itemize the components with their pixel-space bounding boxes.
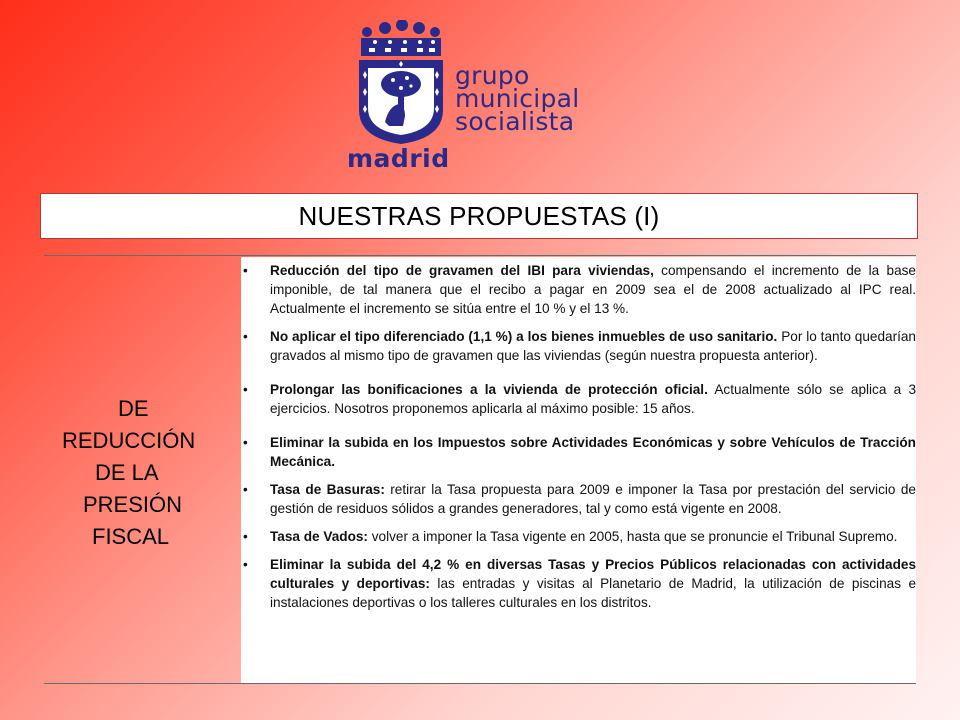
org-name [455, 61, 580, 136]
proposal-text: Por lo tanto quedarían gravados al mismo tipo de gravamen que las viviendas (según nuestra propuesta anterior). [270, 329, 916, 363]
city-name: madrid [347, 144, 450, 173]
proposal-heading: No aplicar el tipo diferenciado (1,1 %) a los bienes inmuebles de uso sanitario. [270, 329, 778, 344]
proposal-heading: Reducción del tipo de gravamen del IBI para viviendas, [270, 263, 654, 278]
org-line-2: municipal [455, 84, 580, 113]
bullet-icon: • [243, 557, 248, 572]
org-line-3: socialista [455, 107, 575, 136]
top-divider [44, 255, 916, 256]
proposal-heading: Prolongar las bonificaciones a la vivienda de protección oficial. [270, 382, 708, 397]
proposal-text: retirar la Tasa propuesta para 2009 e imponer la Tasa por prestación del servicio de gestión de residuos sólidos a grandes generadores, tal y como está vigente en 2008. [270, 482, 916, 516]
section-label [60, 393, 240, 553]
proposal-heading: Tasa de Basuras: [270, 482, 385, 497]
proposal-text: las entradas y visitas al Planetario de Madrid, la utilización de piscinas e instalaciones deportivas o los talleres culturales en los distritos. [270, 576, 917, 610]
proposal-item [241, 527, 916, 546]
proposal-text: Actualmente sólo se aplica a 3 ejercicios. Nosotros proponemos aplicarla al máximo posible: 15 años. [270, 382, 917, 416]
proposal-item [241, 555, 916, 612]
madrid-coat-of-arms-icon [355, 20, 450, 145]
org-line-1: grupo [455, 61, 530, 90]
proposal-item [241, 327, 916, 365]
party-logo [347, 20, 595, 180]
section-label-line-4: PRESIÓN [83, 492, 183, 517]
section-label-line-1: DE [118, 396, 149, 421]
proposals-list [241, 257, 916, 683]
section-label-line-2: REDUCCIÓN [62, 428, 196, 453]
proposal-heading: Eliminar la subida en los Impuestos sobre Actividades Económicas y sobre Vehículos de Tracción Mecánica. [270, 435, 916, 469]
proposal-heading: Eliminar la subida del 4,2 % en diversas Tasas y Precios Públicos relacionadas con actividades culturales y deportivas: [270, 557, 916, 591]
slide-title: NUESTRAS PROPUESTAS (I) [40, 193, 918, 239]
section-label-line-3: DE LA [95, 460, 159, 485]
bullet-icon: • [243, 329, 248, 344]
proposal-text: volver a imponer la Tasa vigente en 2005, hasta que se pronuncie el Tribunal Supremo. [367, 529, 898, 544]
bullet-icon: • [243, 263, 248, 278]
proposal-text: compensando el incremento de la base imponible, de tal manera que el recibo a pagar en 2009 sea el de 2008 actualizado al IPC real. Actualmente el incremento se sitúa entre el 10 % y el 13 %. [270, 263, 916, 316]
bottom-divider [44, 683, 916, 684]
bullet-icon: • [243, 482, 248, 497]
section-label-line-5: FISCAL [92, 524, 170, 549]
proposal-item [241, 261, 916, 318]
proposal-item [241, 433, 916, 471]
proposal-heading: Tasa de Vados: [270, 529, 368, 544]
proposal-item [241, 480, 916, 518]
proposal-item [241, 380, 916, 418]
bullet-icon: • [243, 435, 248, 450]
bullet-icon: • [243, 529, 248, 544]
bullet-icon: • [243, 382, 248, 397]
